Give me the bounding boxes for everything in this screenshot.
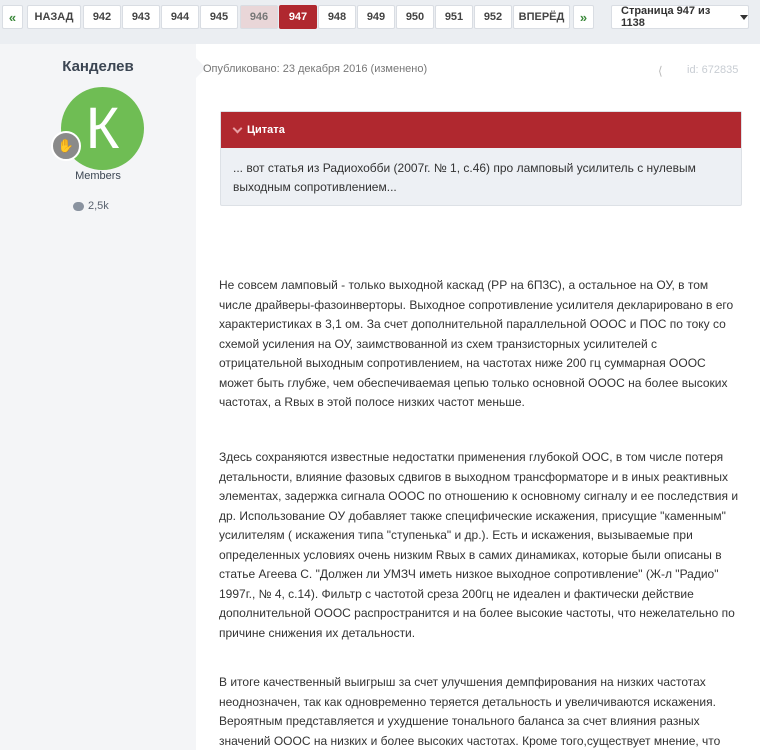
- rank-badge-icon: ✋: [51, 131, 81, 161]
- last-page-button[interactable]: »: [573, 5, 594, 29]
- page-jump-label: Страница 947 из 1138: [621, 5, 711, 29]
- comment-icon: [73, 202, 84, 211]
- post-paragraph: Здесь сохраняются известные недостатки применения глубокой ООС, в том числе потеря детальности, влияние фазовых сдвигов в выходном трансформаторе и в иных реактивных элементах, задержка сигнала ОООС по отношению к основному сигналу и ее последствия и др. Использование ОУ добавляет также специфические искажения, присущие "каменным" усилителям ( искажения типа "ступенька" и др.). Есть и искажения, вызываемые при определенных условиях очень низким Rвых в самих динамиках, которые были описаны в статье Агеева С. "Должен ли УМЗЧ иметь низкое выходное сопротивление" (Ж-л "Радио" 1997г., № 4, с.14). Фильтр с частотой среза 200гц не идеален и фактически действие дополнительной ОООС распространится и на более высокие частоты, что нежелательно по причине снижения их детальности.: [219, 450, 739, 640]
- page-button-945[interactable]: 945: [200, 5, 238, 29]
- current-page-button[interactable]: 947: [279, 5, 317, 29]
- page-button-942[interactable]: 942: [83, 5, 121, 29]
- share-icon[interactable]: ⟨: [658, 64, 663, 78]
- page-button-952[interactable]: 952: [474, 5, 512, 29]
- prev-page-button[interactable]: НАЗАД: [27, 5, 81, 29]
- first-page-button[interactable]: «: [2, 5, 23, 29]
- page-button-948[interactable]: 948: [318, 5, 356, 29]
- avatar-letter: К: [85, 96, 120, 161]
- page-button-944[interactable]: 944: [161, 5, 199, 29]
- quote-block: [220, 111, 742, 206]
- chevron-down-icon: [233, 123, 243, 133]
- quote-title: Цитата: [247, 124, 285, 136]
- post-id: id: 672835: [687, 64, 739, 76]
- chevron-down-icon: [740, 15, 748, 20]
- page-button-946[interactable]: 946: [240, 5, 278, 29]
- post-paragraph: В итоге качественный выигрыш за счет улучшения демпфирования на низких частотах неоднозначен, так как одновременно теряется детальность и увеличиваются искажения. Вероятным представляется и ухудшение тонального баланса за счет влияния разных значений ОООС на низких и более высоких частотах. Кроме того,существует мнение, что: [219, 675, 721, 748]
- author-name-link[interactable]: Канделев: [62, 58, 134, 75]
- user-group: Members: [75, 170, 121, 182]
- reputation-value: 2,5k: [88, 200, 109, 212]
- page-button-950[interactable]: 950: [396, 5, 434, 29]
- quote-header[interactable]: [221, 112, 741, 148]
- pagination-bar: [0, 0, 760, 34]
- post-meta: Опубликовано: 23 декабря 2016 (изменено): [203, 63, 428, 75]
- reputation-badge: [73, 200, 109, 212]
- quote-text: ... вот статья из Радиохобби (2007г. № 1, с.46) про ламповый усилитель с нулевым выходным сопротивлением...: [233, 161, 696, 194]
- post-paragraph: Не совсем ламповый - только выходной каскад (РР на 6П3С), а остальное на ОУ, в том числе драйверы-фазоинверторы. Выходное сопротивление усилителя декларировано в его характеристиках в 3,1 ом. За счет дополнительной параллельной ОООС и ПОС по току со схемой усиления на ОУ, заимствованной из схем транзисторных усилителей с отрицательной выходным сопротивлением, на частотах ниже 200 гц суммарная ОООС может быть глубже, чем обеспечиваемая цепью только основной ОООС на более высоких частотах, а Rвых в этой полосе низких частот меньше.: [219, 278, 734, 409]
- page-button-949[interactable]: 949: [357, 5, 395, 29]
- next-page-button[interactable]: ВПЕРЁД: [513, 5, 570, 29]
- page-button-943[interactable]: 943: [122, 5, 160, 29]
- page-button-951[interactable]: 951: [435, 5, 473, 29]
- page-jump-dropdown[interactable]: [611, 5, 749, 29]
